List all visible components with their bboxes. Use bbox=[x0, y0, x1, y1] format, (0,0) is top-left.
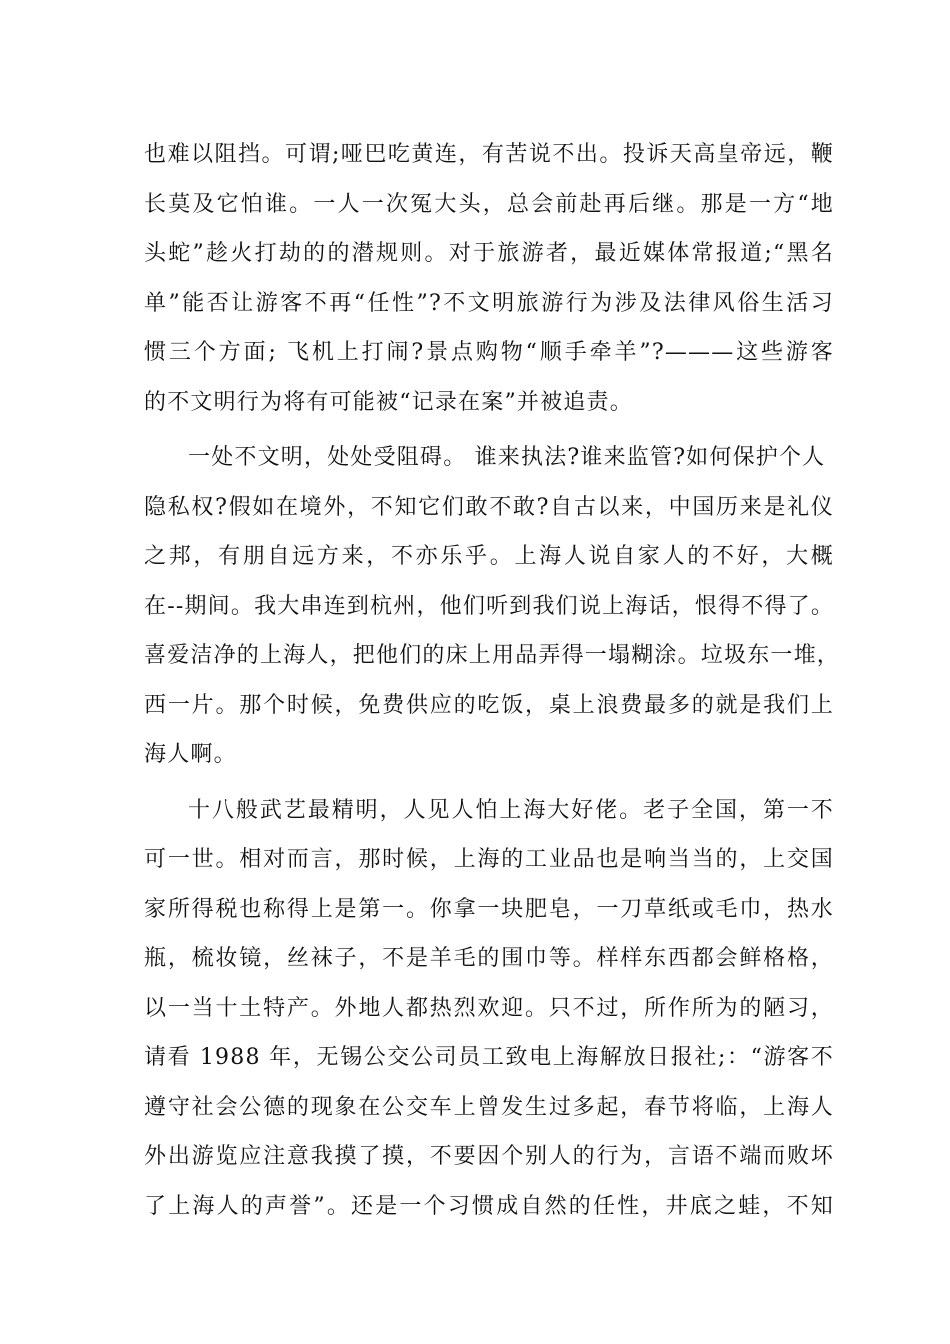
text-line: 遵守社会公德的现象在公交车上曾发生过多起，春节将临，上海人 bbox=[144, 1094, 834, 1120]
text-line: 单”能否让游客不再“任性”?不文明旅游行为涉及法律风俗生活习 bbox=[144, 290, 834, 316]
text-line: 十八般武艺最精明，人见人怕上海大好佬。老子全国，第一不 bbox=[188, 797, 834, 823]
paragraph-3 bbox=[144, 786, 834, 1232]
text-line: 长莫及它怕谁。一人一次冤大头，总会前赴再后继。那是一方“地 bbox=[144, 191, 834, 217]
text-line: 之邦，有朋自远方来，不亦乐乎。上海人说自家人的不好，大概 bbox=[144, 544, 834, 569]
paragraph-1 bbox=[144, 130, 834, 427]
text-line: 瓶，梳妆镜，丝袜子，不是羊毛的围巾等。样样东西都会鲜格格， bbox=[144, 946, 834, 971]
text-line: 海人啊。 bbox=[144, 742, 237, 767]
text-line: 一处不文明，处处受阻碍。 谁来执法?谁来监管?如何保护个人 bbox=[188, 445, 826, 470]
text-line: 在--期间。我大串连到杭州，他们听到我们说上海话，恨得不得了。 bbox=[144, 593, 835, 619]
paragraph-2 bbox=[144, 433, 841, 780]
text-line: 的不文明行为将有可能被“记录在案”并被追责。 bbox=[144, 389, 633, 415]
text-line: 了上海人的声誉”。还是一个习惯成自然的任性，井底之蛙，不知 bbox=[144, 1193, 834, 1219]
text-line: 惯三个方面; 飞机上打闹?景点购物“顺手牵羊”?———这些游客 bbox=[144, 340, 834, 365]
text-line: 以一当十土特产。外地人都热烈欢迎。只不过，所作所为的陋习， bbox=[144, 995, 834, 1021]
text-line: 外出游览应注意我摸了摸，不要因个别人的行为，言语不端而败坏 bbox=[144, 1144, 834, 1169]
text-line: 西一片。那个时候，免费供应的吃饭，桌上浪费最多的就是我们上 bbox=[144, 692, 834, 718]
document-body bbox=[144, 130, 841, 1231]
text-line: 也难以阻挡。可谓;哑巴吃黄连，有苦说不出。投诉天高皇帝远，鞭 bbox=[144, 142, 834, 167]
text-line: 喜爱洁净的上海人，把他们的床上用品弄得一塌糊涂。垃圾东一堆， bbox=[144, 643, 841, 668]
text-line: 请看 1988 年，无锡公交公司员工致电上海解放日报社;：“游客不 bbox=[144, 1045, 834, 1070]
text-line: 头蛇”趁火打劫的的潜规则。对于旅游者，最近媒体常报道;“黑名 bbox=[144, 241, 834, 266]
text-line: 家所得税也称得上是第一。你拿一块肥皂，一刀草纸或毛巾，热水 bbox=[144, 896, 834, 922]
text-line: 可一世。相对而言，那时候，上海的工业品也是响当当的，上交国 bbox=[144, 847, 834, 872]
text-line: 隐私权?假如在境外，不知它们敢不敢?自古以来，中国历来是礼仪 bbox=[144, 494, 834, 520]
